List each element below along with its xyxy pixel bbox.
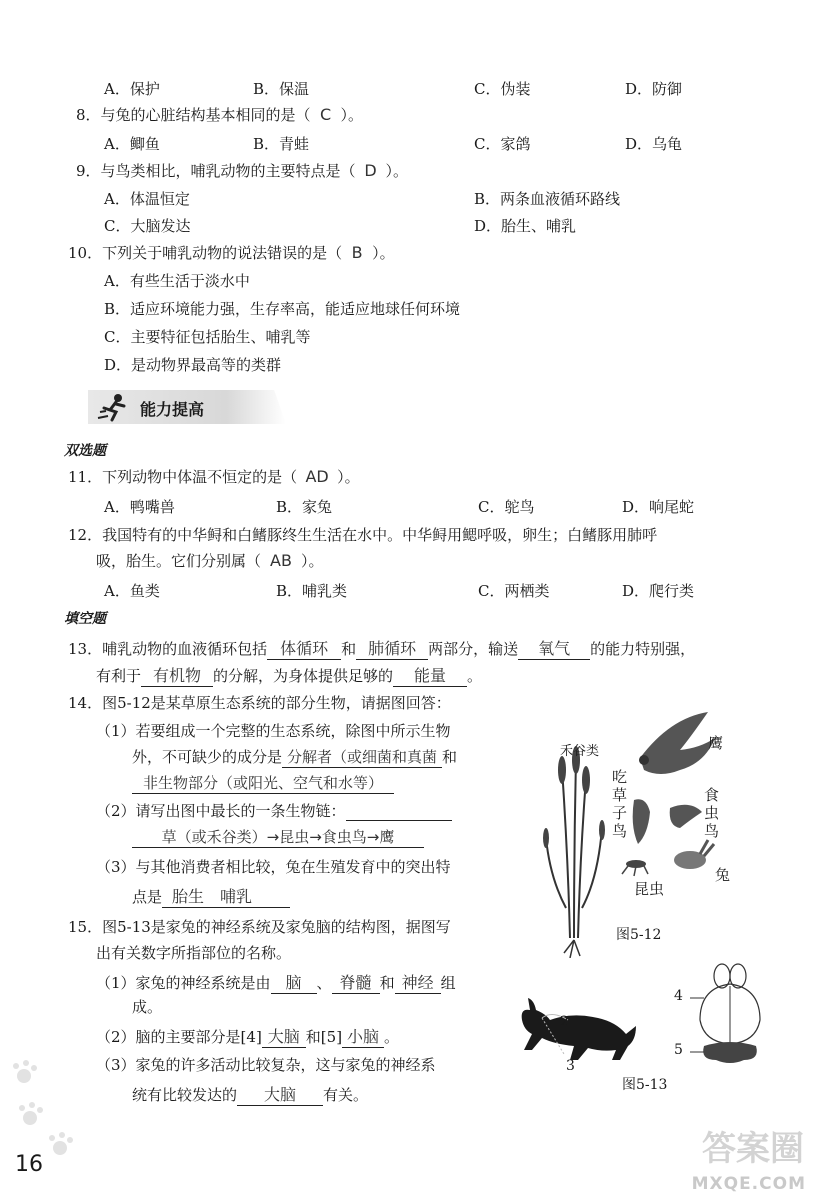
q15-answer-3: 神经	[395, 970, 441, 994]
fig13-number-5: 5	[674, 1042, 683, 1058]
watermark-logo: 答案圈	[702, 1129, 804, 1169]
q12-option-a: A．鱼类	[104, 582, 160, 600]
fig12-label-eagle: 鹰	[708, 734, 724, 752]
q10-option-d: D．是动物界最高等的类群	[104, 356, 282, 374]
paw-prints-decoration	[4, 1056, 94, 1166]
q8-option-a: A．鲫鱼	[104, 135, 160, 153]
q13-answer-1: 体循环	[267, 636, 341, 660]
q15-answer-6: 大脑	[237, 1082, 323, 1106]
q15-part2: （2）脑的主要部分是[4] 大脑 和[5] 小脑 。	[96, 1024, 399, 1048]
q7-option-d: D．防御	[625, 80, 683, 98]
q13-answer-5: 能量	[393, 663, 467, 687]
eagle-drawing	[639, 712, 715, 774]
q15-answer-5: 小脑	[342, 1024, 384, 1048]
fig13-number-2: 2	[560, 1014, 569, 1030]
double-choice-heading: 双选题	[64, 443, 106, 459]
page-number: 16	[15, 1152, 43, 1177]
section-title: 能力提高	[140, 400, 205, 419]
q10-option-c: C．主要特征包括胎生、哺乳等	[104, 328, 311, 346]
q15-part1-line1: （1）家兔的神经系统是由 脑 、 脊髓 和 神经 组	[96, 970, 456, 994]
q10-option-b: B．适应环境能力强，生存率高，能适应地球任何环境	[104, 300, 461, 318]
q9-option-a: A．体温恒定	[104, 190, 190, 208]
fig12-label-hegu: 禾谷类	[560, 744, 600, 759]
q14-part2-line1: （2）请写出图中最长的一条生物链：	[96, 800, 452, 821]
q13-answer-4: 有机物	[141, 663, 213, 687]
fig13-number-3: 3	[566, 1058, 575, 1074]
insect-drawing	[622, 860, 648, 876]
fig13-number-1: 1	[540, 1024, 549, 1040]
q14-part1-line2: 外，不可缺少的成分是 分解者（或细菌和真菌 和	[132, 748, 458, 766]
q9-option-c: C．大脑发达	[104, 217, 191, 235]
q14-part1-line3	[132, 772, 394, 794]
q11-stem: 11．下列动物中体温不恒定的是（ AD ）。	[68, 467, 360, 486]
fig12-label-seed-bird: 吃草子鸟	[612, 768, 628, 840]
q14-part1-line1: （1）若要组成一个完整的生态系统，除图中所示生物	[96, 722, 451, 740]
q8-option-c: C．家鸽	[474, 135, 531, 153]
q15-answer-4: 大脑	[262, 1024, 306, 1048]
q15-stem-line1: 15．图5-13是家兔的神经系统及家兔脑的结构图，据图写	[68, 918, 451, 936]
q14-part2-line2	[132, 826, 424, 848]
q15-answer-1: 脑	[271, 970, 317, 994]
seed-bird-drawing	[633, 799, 650, 844]
figure-5-13-rabbit	[512, 990, 642, 1070]
q13-answer-3: 氧气	[518, 636, 590, 660]
insect-bird-drawing	[670, 805, 702, 828]
q15-part1-line2: 成。	[132, 998, 163, 1016]
q9-answer: D	[364, 161, 377, 180]
fig13-number-4: 4	[674, 988, 683, 1004]
q9-stem: 9．与鸟类相比，哺乳动物的主要特点是（ D ）。	[76, 161, 409, 180]
q13-line2: 有利于 有机物 的分解，为身体提供足够的 能量 。	[96, 663, 482, 687]
q15-part3-line2: 统有比较发达的 大脑 有关。	[132, 1082, 368, 1106]
q10-option-a: A．有些生活于淡水中	[104, 272, 250, 290]
q8-option-d: D．乌龟	[625, 135, 683, 153]
grass-drawing	[546, 758, 602, 958]
q7-option-b: B．保温	[253, 80, 310, 98]
q9-option-b: B．两条血液循环路线	[474, 190, 621, 208]
q12-option-c: C．两栖类	[478, 582, 550, 600]
fig12-label-insect-bird: 食虫鸟	[704, 786, 720, 840]
q7-option-c: C．伪装	[474, 80, 531, 98]
fig12-label-insect: 昆虫	[634, 880, 665, 898]
fig13-caption: 图5-13	[622, 1077, 668, 1093]
q11-option-d: D．响尾蛇	[622, 498, 695, 516]
watermark-url: MXQE.COM	[691, 1174, 806, 1194]
q13-answer-2: 肺循环	[356, 636, 428, 660]
fig12-label-rabbit: 兔	[715, 866, 731, 884]
figure-5-13-brain	[690, 962, 770, 1068]
q12-answer: AB	[270, 551, 292, 570]
q11-option-b: B．家兔	[276, 498, 333, 516]
q12-line1: 12．我国特有的中华鲟和白鳍豚终生生活在水中。中华鲟用鳃呼吸，卵生；白鳍豚用肺呼	[68, 526, 658, 544]
rabbit-silhouette	[522, 998, 636, 1060]
q13-line1: 13．哺乳动物的血液循环包括 体循环 和 肺循环 两部分，输送 氧气 的能力特别强，	[68, 636, 695, 660]
q12-line2: 吸，胎生。它们分别属（ AB ）。	[96, 551, 324, 570]
fig12-caption: 图5-12	[616, 927, 662, 943]
q14-answer-1: 分解者（或细菌和真菌	[282, 746, 442, 768]
cerebellum	[703, 1042, 757, 1063]
q12-option-b: B．哺乳类	[276, 582, 348, 600]
q14-answer-4: 胎生 哺乳	[162, 884, 290, 908]
q12-option-d: D．爬行类	[622, 582, 695, 600]
q9-option-d: D．胎生、哺乳	[474, 217, 577, 235]
q14-answer-2: 非生物部分（或阳光、空气和水等）	[132, 772, 394, 794]
q11-option-a: A．鸭嘴兽	[104, 498, 175, 516]
runner-icon	[96, 392, 132, 422]
q8-answer: C	[319, 105, 332, 124]
q8-option-b: B．青蛙	[253, 135, 310, 153]
q15-stem-line2: 出有关数字所指部位的名称。	[96, 944, 292, 962]
q11-answer: AD	[305, 467, 329, 486]
q14-answer-3: 草（或禾谷类）→昆虫→食虫鸟→鹰	[132, 826, 424, 848]
q8-stem: 8．与兔的心脏结构基本相同的是（ C ）。	[76, 105, 364, 124]
q7-option-a: A．保护	[104, 80, 160, 98]
q14-stem: 14．图5-12是某草原生态系统的部分生物，请据图回答：	[68, 694, 451, 712]
q14-part3-line2: 点是 胎生 哺乳	[132, 884, 290, 908]
q15-answer-2: 脊髓	[332, 970, 380, 994]
fill-in-heading: 填空题	[64, 611, 106, 627]
q15-part3-line1: （3）家兔的许多活动比较复杂，这与家兔的神经系	[96, 1056, 436, 1074]
q10-answer: B	[351, 243, 363, 262]
q10-stem: 10．下列关于哺乳动物的说法错误的是（ B ）。	[68, 243, 395, 262]
rabbit-drawing	[674, 840, 714, 869]
q11-option-c: C．鸵鸟	[478, 498, 535, 516]
q14-part3-line1: （3）与其他消费者相比较，兔在生殖发育中的突出特	[96, 858, 451, 876]
